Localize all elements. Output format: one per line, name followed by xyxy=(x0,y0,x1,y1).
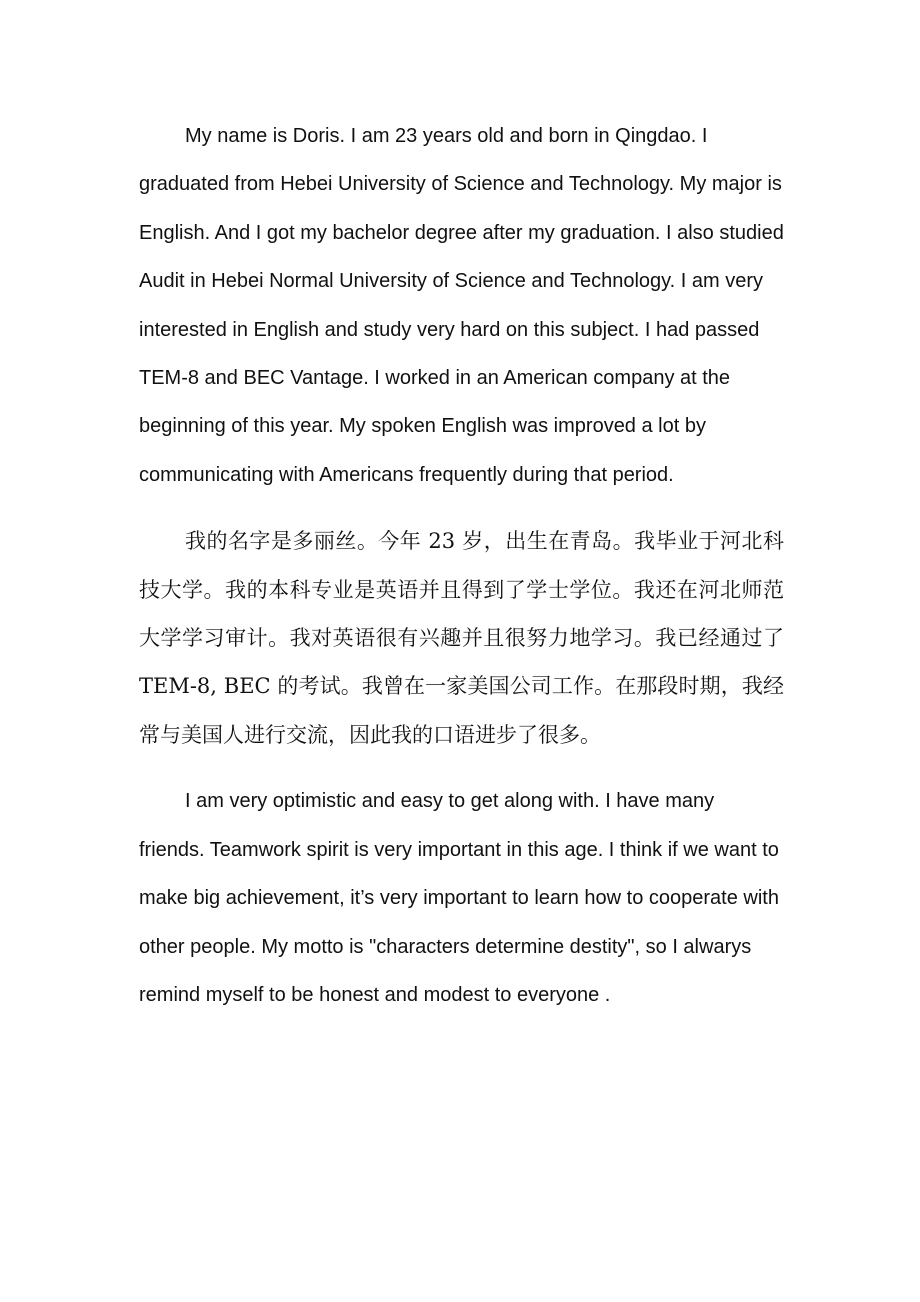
paragraph-personality-english: I am very optimistic and easy to get along with. I have many friends. Teamwork spirit is very important in this age. I think if we want to make big achievement, it’s very important to learn how to cooperate with other people. My motto is "characters determine destity", so I alwarys remind myself to be honest and modest to everyone . xyxy=(139,790,779,1006)
paragraph-intro-chinese: 我的名字是多丽丝。今年 23 岁，出生在青岛。我毕业于河北科技大学。我的本科专业是英语并且得到了学士学位。我还在河北师范大学学习审计。我对英语很有兴趣并且很努力地学习。我已经通过了 TEM-8, BEC 的考试。我曾在一家美国公司工作。在那段时期，我经常与美国人进行交流，因此我的口语进步了很多。 xyxy=(139,529,784,747)
document-body xyxy=(139,112,784,1019)
paragraph-intro-english: My name is Doris. I am 23 years old and born in Qingdao. I graduated from Hebei University of Science and Technology. My major is English. And I got my bachelor degree after my graduation. I also studied Audit in Hebei Normal University of Science and Technology. I am very interested in English and study very hard on this subject. I had passed TEM-8 and BEC Vantage. I worked in an American company at the beginning of this year. My spoken English was improved a lot by communicating with Americans frequently during that period. xyxy=(139,125,784,486)
